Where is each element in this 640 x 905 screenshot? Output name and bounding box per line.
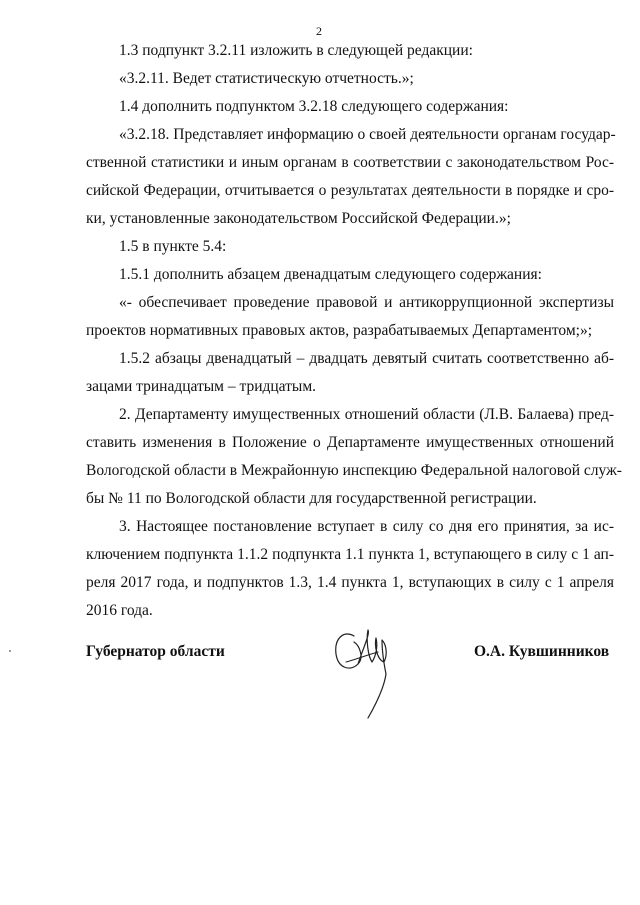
paragraph-line: «3.2.18. Представляет информацию о своей деятельности органам государ- xyxy=(119,126,616,143)
page-number: 2 xyxy=(316,24,322,38)
paragraph-line: «3.2.11. Ведет статистическую отчетность.»; xyxy=(119,70,414,87)
paragraph-line: 1.5 в пункте 5.4: xyxy=(119,238,227,255)
paragraph-line: сийской Федерации, отчитывается о результатах деятельности в порядке и сро- xyxy=(86,182,614,199)
paragraph-line: 1.4 дополнить подпунктом 3.2.18 следующего содержания: xyxy=(119,98,509,115)
paragraph-line: ставить изменения в Положение о Департаменте имущественных отношений xyxy=(86,434,614,451)
paragraph-line: 1.3 подпункт 3.2.11 изложить в следующей редакции: xyxy=(119,42,473,59)
paragraph-line: ки, установленные законодательством Российской Федерации.»; xyxy=(86,210,511,227)
paragraph-line: бы № 11 по Вологодской области для государственной регистрации. xyxy=(86,490,537,507)
paragraph-line: 3. Настоящее постановление вступает в силу со дня его принятия, за ис- xyxy=(119,518,614,535)
signatory-position: Губернатор области xyxy=(86,643,225,660)
paragraph-line: 1.5.1 дополнить абзацем двенадцатым следующего содержания: xyxy=(119,266,542,283)
signatory-name: О.А. Кувшинников xyxy=(474,643,610,660)
paragraph-line: 2. Департаменту имущественных отношений области (Л.В. Балаева) пред- xyxy=(119,406,614,423)
paragraph-line: зацами тринадцатым – тридцатым. xyxy=(86,378,317,395)
paragraph-line: проектов нормативных правовых актов, разрабатываемых Департаментом;»; xyxy=(86,322,593,339)
paragraph-line: «- обеспечивает проведение правовой и антикоррупционной экспертизы xyxy=(119,294,614,311)
signature-image xyxy=(324,616,404,726)
paragraph-line: Вологодской области в Межрайонную инспекцию Федеральной налоговой служ- xyxy=(86,462,622,479)
paragraph-line: реля 2017 года, и подпунктов 1.3, 1.4 пункта 1, вступающих в силу с 1 апреля xyxy=(86,574,614,591)
paragraph-line: 2016 года. xyxy=(86,602,153,619)
paragraph-line: 1.5.2 абзацы двенадцатый – двадцать девятый считать соответственно аб- xyxy=(119,350,614,367)
margin-mark xyxy=(9,650,11,652)
paragraph-line: ственной статистики и иным органам в соответствии с законодательством Рос- xyxy=(86,154,614,171)
paragraph-line: ключением подпункта 1.1.2 подпункта 1.1 пункта 1, вступающего в силу с 1 ап- xyxy=(86,546,614,563)
